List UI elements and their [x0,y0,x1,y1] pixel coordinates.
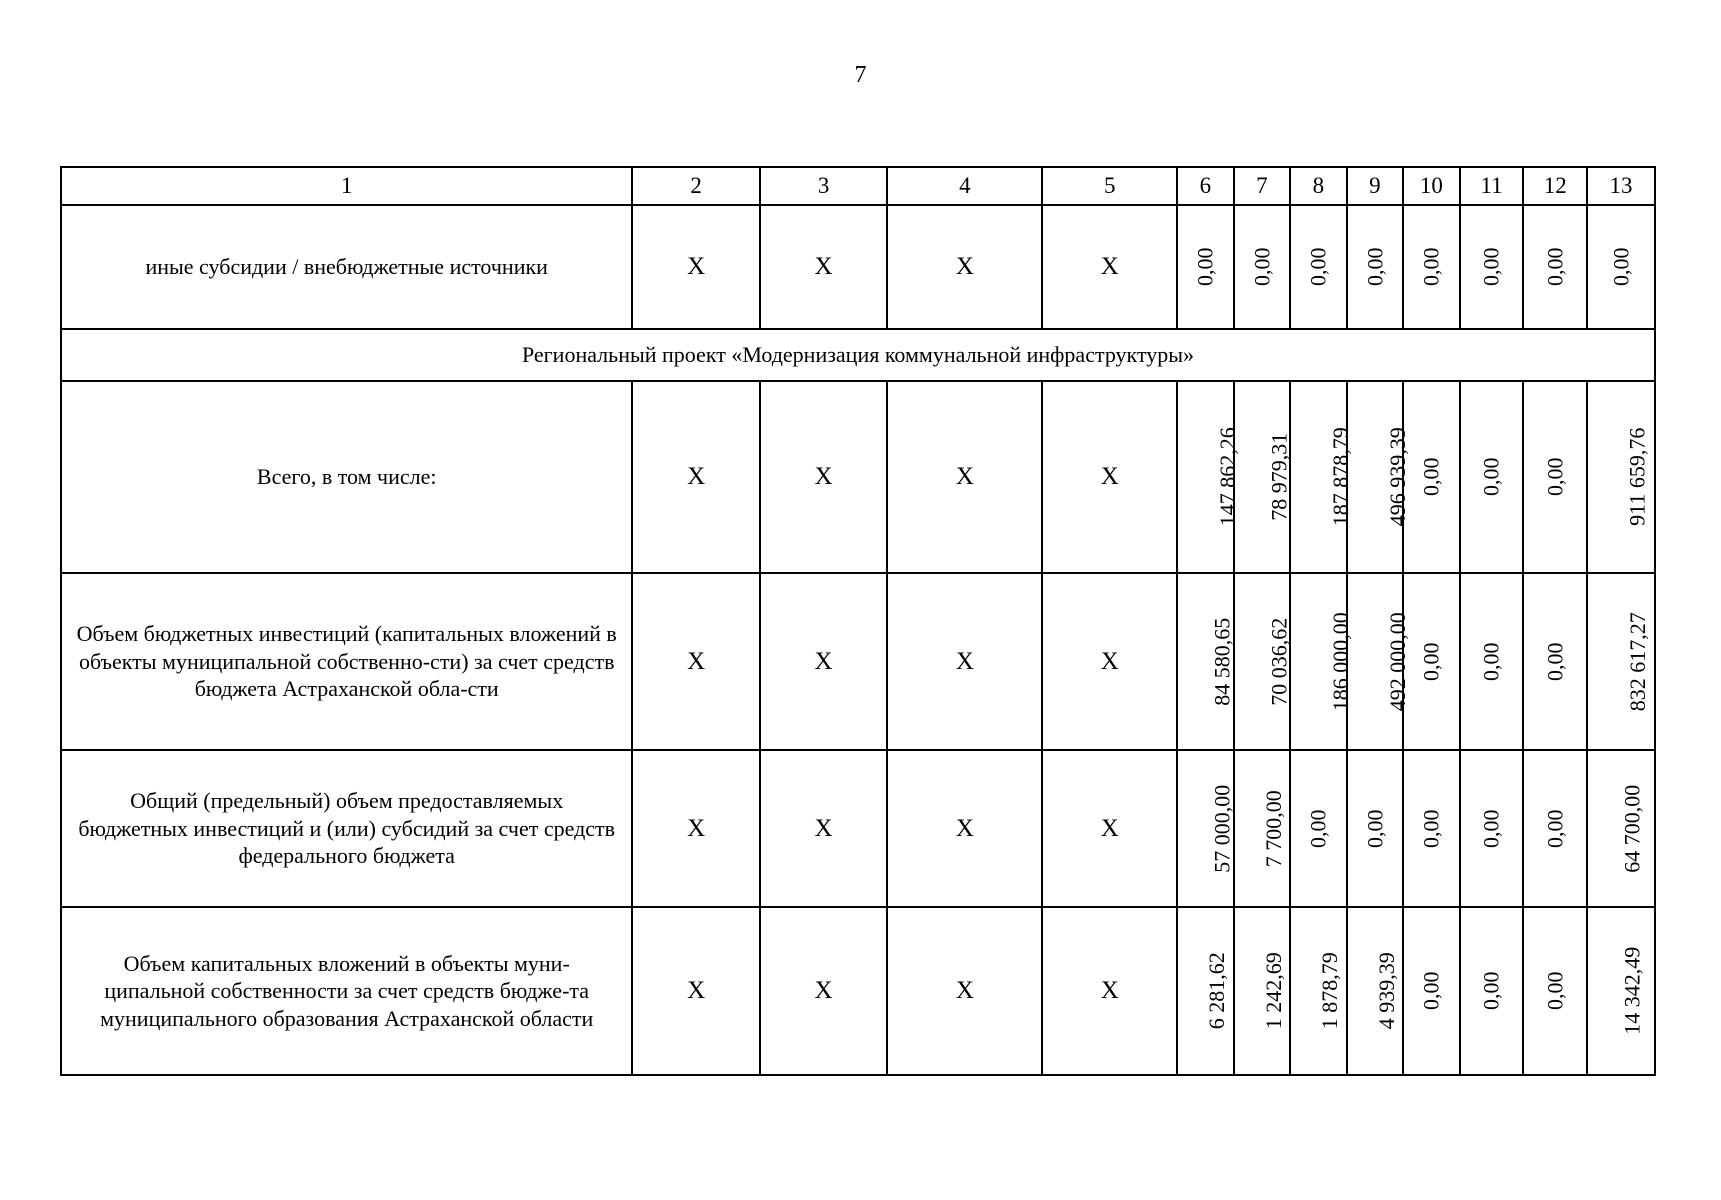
value-cell [1347,205,1404,329]
value-text: 496 939,39 [1384,427,1410,527]
column-header: 6 [1177,167,1234,205]
value-text: 0,00 [1192,247,1218,287]
column-header: 2 [632,167,759,205]
value-cell [1347,381,1410,573]
mark-cell: X [632,907,759,1075]
value-cell [1587,205,1655,329]
value-cell [1347,573,1410,750]
value-text: 0,00 [1418,809,1444,848]
value-text: 0,00 [1478,247,1504,287]
mark-cell: X [1042,381,1177,573]
value-text: 0,00 [1608,247,1634,287]
value-text: 1 878,79 [1316,952,1342,1030]
project-title: Региональный проект «Модернизация коммунальной инфраструктуры» [61,329,1655,381]
table-row [61,381,1655,573]
mark-cell: X [887,907,1042,1075]
row-label: иные субсидии / внебюджетные источники [61,205,632,329]
value-cell [1177,381,1240,573]
row-label: Общий (предельный) объем предоставляемых бюджетных инвестиций и (или) субсидий за счет средств федерального бюджета [61,750,632,907]
value-text: 0,00 [1418,642,1444,681]
value-text: 0,00 [1362,809,1388,848]
value-cell [1177,750,1234,907]
value-text: 57 000,00 [1209,784,1235,873]
value-text: 0,00 [1362,247,1388,287]
value-text: 832 617,27 [1624,612,1650,711]
value-text: 0,00 [1542,971,1568,1011]
value-text: 0,00 [1305,809,1331,848]
value-cell [1290,907,1347,1075]
value-cell [1523,205,1587,329]
row-label: Всего, в том числе: [61,381,632,573]
project-title-row [61,329,1655,381]
value-text: 0,00 [1478,971,1504,1011]
value-text: 0,00 [1478,809,1504,848]
mark-cell: X [632,381,759,573]
table-row [61,205,1655,329]
value-text: 6 281,62 [1203,952,1229,1030]
value-text: 492 000,00 [1384,612,1410,711]
value-cell [1403,573,1460,750]
value-text: 0,00 [1542,809,1568,848]
budget-table [60,166,1656,1076]
mark-cell: X [760,381,887,573]
value-cell [1290,205,1347,329]
mark-cell: X [760,750,887,907]
value-text: 0,00 [1478,457,1504,497]
table-row [61,907,1655,1075]
table-row [61,573,1655,750]
value-cell [1523,573,1587,750]
value-cell [1290,750,1347,907]
value-text: 14 342,49 [1619,947,1645,1035]
value-cell [1177,573,1234,750]
value-cell [1234,381,1291,573]
mark-cell: X [1042,750,1177,907]
value-text: 64 700,00 [1619,784,1645,873]
value-text: 4 939,39 [1373,952,1399,1030]
mark-cell: X [760,907,887,1075]
value-cell [1234,573,1291,750]
value-cell [1347,907,1404,1075]
column-header: 5 [1042,167,1177,205]
value-cell [1460,381,1524,573]
value-cell [1403,381,1460,573]
value-text: 186 000,00 [1327,612,1353,711]
value-cell [1523,750,1587,907]
mark-cell: X [760,573,887,750]
value-cell [1177,907,1234,1075]
value-cell [1234,907,1291,1075]
value-text: 70 036,62 [1265,617,1291,706]
mark-cell: X [887,381,1042,573]
value-text: 911 659,76 [1624,427,1650,527]
mark-cell: X [887,573,1042,750]
value-cell [1403,750,1460,907]
mark-cell: X [887,205,1042,329]
value-text: 84 580,65 [1209,617,1235,706]
value-cell [1460,907,1524,1075]
mark-cell: X [632,750,759,907]
value-cell [1460,750,1524,907]
value-cell [1460,205,1524,329]
value-cell [1290,573,1353,750]
mark-cell: X [1042,205,1177,329]
mark-cell: X [1042,907,1177,1075]
row-label: Объем бюджетных инвестиций (капитальных вложений в объекты муниципальной собственно-сти) за счет средств бюджета Астраханской обла-сти [61,573,632,750]
value-text: 0,00 [1478,642,1504,681]
mark-cell: X [760,205,887,329]
row-label: Объем капитальных вложений в объекты муни-ципальной собственности за счет средств бюдже-та муниципального образования Астраханской области [61,907,632,1075]
value-cell [1347,750,1404,907]
value-text: 0,00 [1418,457,1444,497]
value-text: 0,00 [1542,457,1568,497]
value-cell [1290,381,1353,573]
mark-cell: X [1042,573,1177,750]
page-number: 7 [854,62,867,88]
column-header: 13 [1587,167,1655,205]
value-cell [1587,573,1655,750]
value-cell [1587,750,1655,907]
column-header: 11 [1460,167,1524,205]
column-header: 1 [61,167,632,205]
value-text: 147 862,26 [1214,427,1240,527]
value-cell [1523,381,1587,573]
value-cell [1403,205,1460,329]
value-text: 7 700,00 [1260,790,1286,867]
value-text: 0,00 [1305,247,1331,287]
value-text: 0,00 [1542,247,1568,287]
column-header: 10 [1403,167,1460,205]
column-header: 12 [1523,167,1587,205]
value-text: 0,00 [1542,642,1568,681]
value-text: 0,00 [1418,247,1444,287]
column-header: 9 [1347,167,1404,205]
column-header: 7 [1234,167,1291,205]
mark-cell: X [887,750,1042,907]
column-header: 3 [760,167,887,205]
value-cell [1177,205,1234,329]
value-text: 187 878,79 [1327,427,1353,527]
value-cell [1460,573,1524,750]
value-text: 78 979,31 [1265,433,1291,521]
column-header: 4 [887,167,1042,205]
column-header: 8 [1290,167,1347,205]
value-cell [1403,907,1460,1075]
value-cell [1587,381,1655,573]
value-cell [1523,907,1587,1075]
value-text: 0,00 [1249,247,1275,287]
mark-cell: X [632,205,759,329]
value-text: 1 242,69 [1260,952,1286,1030]
value-cell [1587,907,1655,1075]
mark-cell: X [632,573,759,750]
column-number-row [61,167,1655,205]
value-cell [1234,750,1291,907]
value-text: 0,00 [1418,971,1444,1011]
table-row [61,750,1655,907]
value-cell [1234,205,1291,329]
